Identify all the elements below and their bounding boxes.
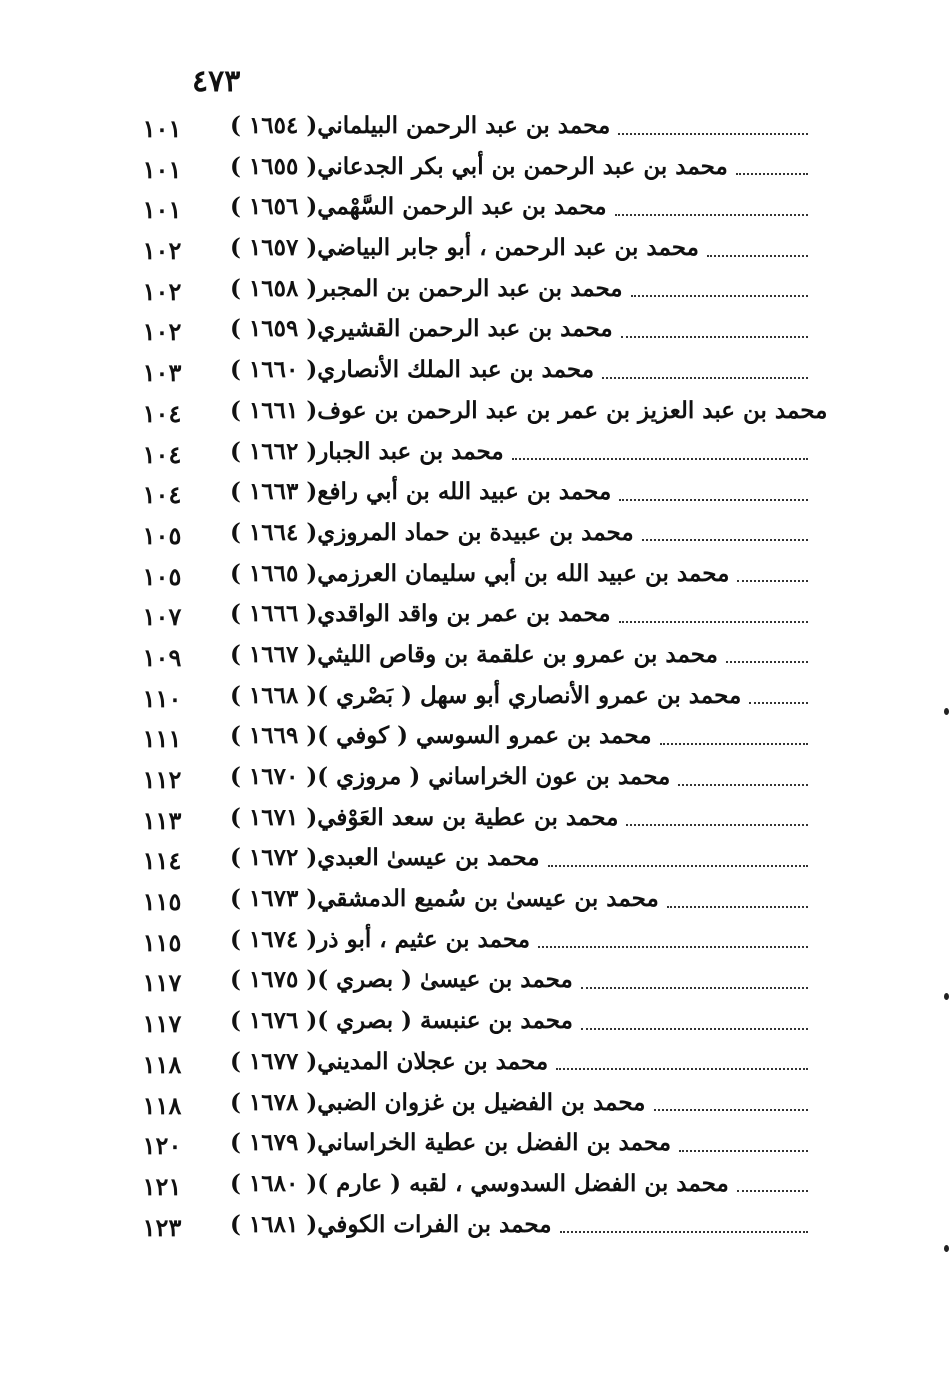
entry-text — [220, 396, 828, 424]
entry-text — [220, 600, 820, 627]
entry-page-number: ١١٣ — [142, 805, 182, 835]
entry-name: محمد بن عثيم ، أبو ذر — [317, 925, 531, 953]
dot-leader — [626, 824, 808, 826]
dot-leader — [726, 661, 808, 663]
entry-name: محمد بن عطية بن سعد العَوْفي — [317, 803, 619, 831]
dot-leader — [642, 539, 808, 541]
dot-leader — [678, 784, 808, 786]
entry-number: ( ١٦٧٩ ) — [230, 1129, 318, 1157]
entry-text — [220, 1007, 820, 1034]
dot-leader — [654, 1109, 809, 1111]
entry-page-number: ١٠٤ — [142, 398, 182, 428]
entry-number: ( ١٦٥٨ ) — [230, 274, 318, 302]
entry-text — [220, 763, 820, 790]
entry-name: محمد بن عبد الرحمن القشيري — [317, 315, 613, 343]
index-entry — [120, 600, 820, 641]
entry-page-number: ١٠٥ — [142, 561, 182, 591]
entry-text — [220, 519, 820, 546]
dot-leader — [749, 702, 808, 704]
dot-leader — [619, 499, 808, 501]
dot-leader — [618, 133, 808, 135]
entry-text — [220, 438, 820, 465]
entry-name: محمد بن عبد الرحمن ، أبو جابر البياضي — [317, 234, 699, 262]
entry-number: ( ١٦٦٧ ) — [230, 640, 318, 668]
entry-number: ( ١٦٧٨ ) — [230, 1088, 318, 1116]
entry-number: ( ١٦٧٣ ) — [230, 885, 318, 913]
index-entry — [120, 112, 820, 153]
entry-page-number: ١١٥ — [142, 887, 182, 917]
entry-name: محمد بن عمرو السوسي ( كوفي ) — [317, 722, 652, 750]
entry-page-number: ١١٨ — [142, 1049, 182, 1079]
entry-name: محمد بن الفضل بن عطية الخراساني — [317, 1129, 672, 1157]
entry-page-number: ١١٤ — [142, 846, 182, 876]
dot-leader — [581, 1028, 808, 1030]
entry-page-number: ١٠١ — [142, 154, 182, 184]
dot-leader — [556, 1068, 808, 1070]
entry-number: ( ١٦٧٢ ) — [230, 844, 318, 872]
page-number: ٤٧٣ — [192, 64, 241, 99]
entry-name: محمد بن عجلان المديني — [317, 1047, 549, 1075]
entry-text — [220, 356, 820, 383]
entry-text — [220, 112, 820, 139]
index-entry — [120, 560, 820, 601]
entry-name: محمد بن عبيدة بن حماد المروزي — [317, 518, 634, 546]
index-entry — [120, 966, 820, 1007]
dot-leader — [707, 255, 808, 257]
dot-leader — [621, 336, 808, 338]
entry-number: ( ١٦٦٤ ) — [230, 518, 318, 546]
dot-leader — [679, 1150, 808, 1152]
entry-text — [220, 1089, 820, 1116]
entry-number: ( ١٦٧١ ) — [230, 803, 318, 831]
entry-name: محمد بن عيسىٰ ( بصري ) — [317, 966, 573, 994]
entry-text — [220, 885, 820, 912]
entry-text — [220, 193, 820, 220]
entry-page-number: ١٠٤ — [142, 439, 182, 469]
entry-text — [220, 722, 820, 749]
entry-number: ( ١٦٥٦ ) — [230, 193, 318, 221]
index-entry — [120, 885, 820, 926]
entry-name: محمد بن عون الخراساني ( مروزي ) — [317, 763, 671, 790]
index-entry — [120, 519, 820, 560]
entry-number: ( ١٦٦٦ ) — [230, 600, 318, 628]
entry-number: ( ١٦٦٨ ) — [230, 681, 318, 709]
index-entry — [120, 193, 820, 234]
index-entry — [120, 438, 820, 479]
entry-number: ( ١٦٦٢ ) — [230, 437, 318, 465]
dot-leader — [737, 1190, 808, 1192]
entry-number: ( ١٦٨٠ ) — [230, 1169, 318, 1197]
entry-name: محمد بن عنبسة ( بصري ) — [317, 1007, 573, 1035]
entry-page-number: ١٠٢ — [142, 317, 182, 347]
entry-text — [220, 682, 820, 709]
entry-number: ( ١٦٥٧ ) — [230, 234, 318, 262]
index-entry — [120, 763, 820, 804]
entry-text — [220, 560, 820, 587]
entry-name: محمد بن عمر بن واقد الواقدي — [317, 600, 611, 628]
entry-name: محمد بن عبد الرحمن السَّهْمي — [317, 193, 607, 221]
index-entry — [120, 1089, 820, 1130]
entry-number: ( ١٦٧٠ ) — [230, 763, 318, 790]
entry-name: محمد بن عيسىٰ بن سُميع الدمشقي — [317, 885, 659, 913]
index-entry — [120, 396, 828, 438]
index-entry — [120, 1048, 820, 1089]
entry-page-number: ١١٧ — [142, 1009, 182, 1039]
index-entry — [120, 722, 820, 763]
entry-number: ( ١٦٦١ ) — [230, 396, 318, 424]
dot-leader — [736, 173, 808, 175]
entry-text — [220, 1048, 820, 1075]
margin-mark — [944, 1245, 949, 1252]
entry-name: محمد بن عبد الرحمن بن المجبر — [317, 274, 623, 302]
entry-page-number: ١١٠ — [142, 683, 182, 713]
index-entry — [120, 1007, 820, 1048]
entry-page-number: ١١٥ — [142, 927, 182, 957]
entry-page-number: ١١١ — [142, 724, 182, 754]
entry-page-number: ١٠١ — [142, 195, 182, 225]
entry-name: محمد بن عبد العزيز بن عمر بن عبد الرحمن بن عوف — [317, 396, 828, 424]
entry-page-number: ١١٢ — [142, 765, 182, 794]
entry-page-number: ١٠١ — [142, 114, 182, 143]
entry-name: محمد بن عبد الجبار — [317, 437, 504, 465]
index-entry — [120, 641, 820, 682]
entry-name: محمد بن عبد الملك الأنصاري — [317, 356, 595, 384]
margin-mark — [944, 993, 949, 1000]
entry-page-number: ١١٧ — [142, 968, 182, 998]
index-entry — [120, 153, 820, 194]
entry-number: ( ١٦٥٤ ) — [230, 112, 318, 139]
entry-number: ( ١٦٦٩ ) — [230, 722, 318, 750]
dot-leader — [560, 1231, 808, 1233]
dot-leader — [602, 377, 808, 379]
entry-page-number: ١٢٠ — [142, 1131, 182, 1161]
entry-page-number: ١٠٤ — [142, 480, 182, 510]
dot-leader — [619, 621, 808, 623]
margin-mark — [944, 708, 949, 715]
entry-number: ( ١٦٧٥ ) — [230, 966, 318, 994]
index-entry — [120, 356, 820, 397]
entry-number: ( ١٦٧٦ ) — [230, 1007, 318, 1035]
entry-number: ( ١٦٥٩ ) — [230, 315, 318, 343]
entry-text — [220, 234, 820, 261]
entry-name: محمد بن عبد الرحمن بن أبي بكر الجدعاني — [317, 152, 728, 180]
dot-leader — [581, 987, 808, 989]
entry-text — [220, 844, 820, 871]
dot-leader — [512, 458, 808, 460]
entry-number: ( ١٦٨١ ) — [230, 1210, 318, 1238]
index-entry — [120, 844, 820, 885]
dot-leader — [667, 906, 808, 908]
entry-name: محمد بن عمرو الأنصاري أبو سهل ( بَصْري ) — [317, 681, 742, 709]
entry-page-number: ١٠٢ — [142, 236, 182, 266]
entry-text — [220, 966, 820, 993]
dot-leader — [737, 580, 808, 582]
entry-name: محمد بن عبيد الله بن أبي سليمان العرزمي — [317, 559, 730, 587]
entry-text — [220, 478, 820, 505]
entry-text — [220, 275, 820, 302]
entry-page-number: ١٠٧ — [142, 602, 182, 632]
entry-number: ( ١٦٧٤ ) — [230, 925, 318, 953]
index-entry — [120, 804, 820, 845]
entry-page-number: ١٠٩ — [142, 642, 182, 672]
entry-number: ( ١٦٧٧ ) — [230, 1047, 318, 1075]
entry-text — [220, 1129, 820, 1156]
index-entry — [120, 315, 820, 356]
entry-page-number: ١١٨ — [142, 1090, 182, 1120]
dot-leader — [548, 865, 808, 867]
index-list — [120, 112, 828, 1251]
index-entry — [120, 1129, 820, 1170]
entry-page-number: ١٢١ — [142, 1171, 182, 1201]
entry-name: محمد بن الفضيل بن غزوان الضبي — [317, 1088, 646, 1116]
dot-leader — [631, 295, 808, 297]
entry-name: محمد بن الفضل السدوسي ، لقبه ( عارم ) — [317, 1169, 729, 1197]
index-entry — [120, 234, 820, 275]
entry-text — [220, 641, 820, 668]
index-entry — [120, 1170, 820, 1211]
entry-text — [220, 1170, 820, 1197]
entry-name: محمد بن عبيد الله بن أبي رافع — [317, 478, 612, 506]
entry-page-number: ١٠٥ — [142, 520, 182, 550]
entry-text — [220, 315, 820, 342]
index-entry — [120, 275, 820, 316]
entry-name: محمد بن عبد الرحمن البيلماني — [317, 112, 611, 139]
index-entry — [120, 478, 820, 519]
index-entry — [120, 682, 820, 723]
entry-text — [220, 804, 820, 831]
dot-leader — [538, 946, 808, 948]
index-entry — [120, 926, 820, 967]
entry-page-number: ١٢٣ — [142, 1212, 182, 1242]
dot-leader — [660, 743, 808, 745]
entry-text — [220, 153, 820, 180]
entry-number: ( ١٦٦٠ ) — [230, 356, 318, 384]
entry-number: ( ١٦٥٥ ) — [230, 152, 318, 180]
entry-text — [220, 926, 820, 953]
entry-name: محمد بن عمرو بن علقمة بن وقاص الليثي — [317, 640, 718, 668]
entry-name: محمد بن الفرات الكوفي — [317, 1210, 552, 1238]
entry-number: ( ١٦٦٥ ) — [230, 559, 318, 587]
entry-text — [220, 1211, 820, 1238]
dot-leader — [615, 214, 808, 216]
index-entry — [120, 1211, 820, 1252]
entry-page-number: ١٠٣ — [142, 358, 182, 388]
entry-number: ( ١٦٦٣ ) — [230, 478, 318, 506]
entry-name: محمد بن عيسىٰ العبدي — [317, 844, 540, 872]
entry-page-number: ١٠٢ — [142, 276, 182, 306]
